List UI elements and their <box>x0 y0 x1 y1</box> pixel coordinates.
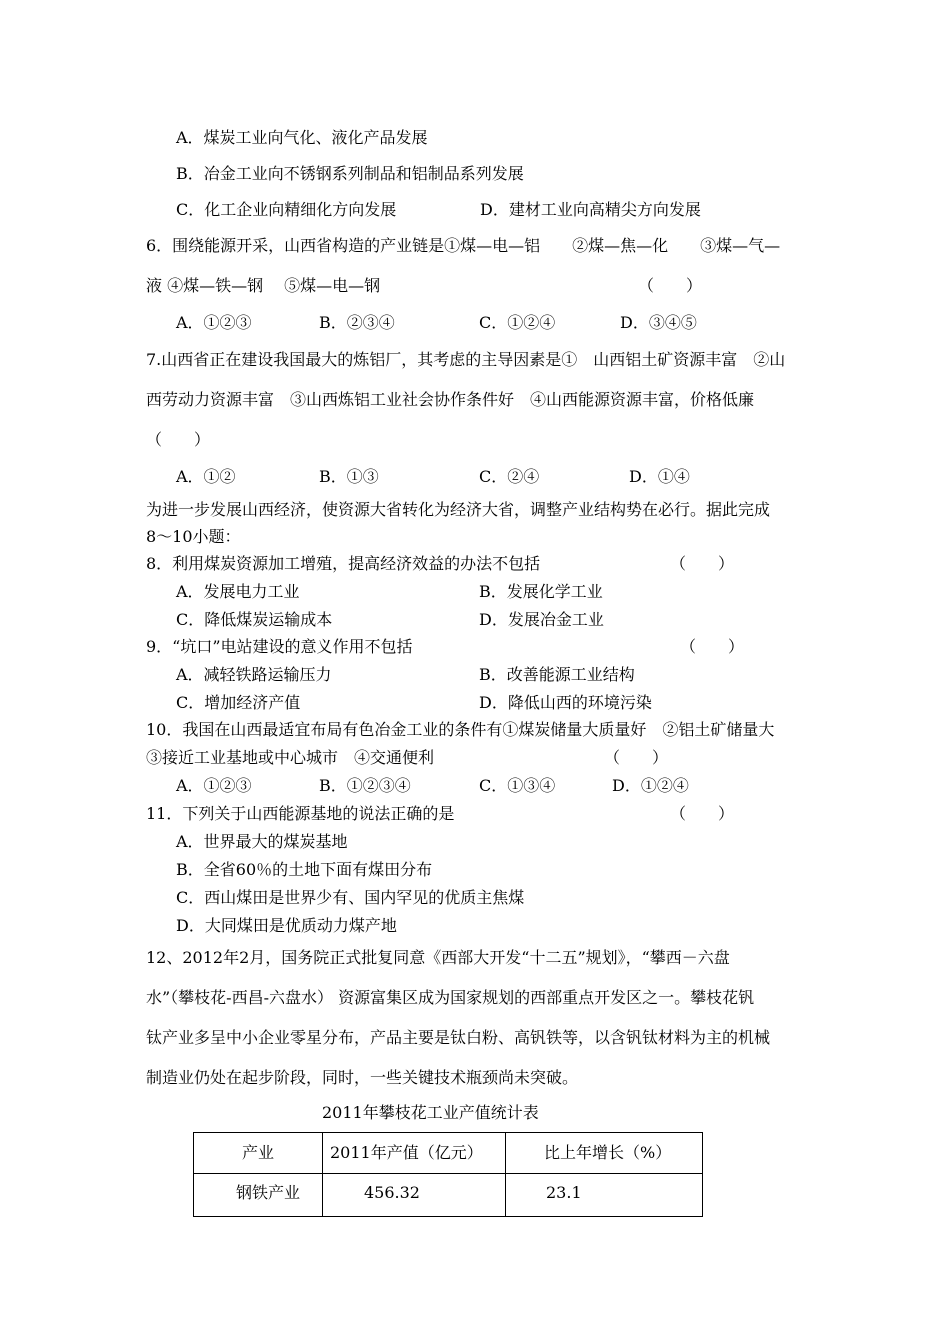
q10-answer-paren: （ ） <box>604 748 669 767</box>
table-header-cell: 产业 <box>242 1143 275 1162</box>
q7-option-a: A．①② <box>176 467 236 486</box>
q8-option-c: C．降低煤炭运输成本 <box>176 610 333 629</box>
q8-stem: 8．利用煤炭资源加工增殖，提高经济效益的办法不包括 <box>146 554 541 573</box>
q10-option-b: B．①②③④ <box>319 776 411 795</box>
q10-option-a: A．①②③ <box>176 776 252 795</box>
q7-option-b: B．①③ <box>319 467 379 486</box>
q6-stem-line2: 液 ④煤—铁—钢 ⑤煤—电—钢 <box>146 276 381 295</box>
q9-stem: 9．“坑口”电站建设的意义作用不包括 <box>146 637 413 656</box>
q12-line4: 制造业仍处在起步阶段，同时，一些关键技术瓶颈尚未突破。 <box>146 1068 579 1087</box>
output-value-table <box>193 1132 703 1217</box>
table-header-cell: 2011年产值（亿元） <box>330 1143 483 1162</box>
table-caption: 2011年攀枝花工业产值统计表 <box>322 1103 539 1122</box>
table-cell: 23.1 <box>546 1183 582 1202</box>
q6-option-b: B．②③④ <box>319 313 395 332</box>
q11-answer-paren: （ ） <box>670 804 735 823</box>
q10-stem-line1: 10．我国在山西最适宜布局有色冶金工业的条件有①煤炭储量大质量好 ②铝土矿储量大 <box>146 720 775 739</box>
table-column-divider <box>505 1133 506 1216</box>
q6-stem-line1: 6．围绕能源开采，山西省构造的产业链是①煤—电—铝 ②煤—焦—化 ③煤—气— <box>146 236 781 255</box>
q7-stem-line2: 西劳动力资源丰富 ③山西炼铝工业社会协作条件好 ④山西能源资源丰富，价格低廉 <box>146 390 755 409</box>
q10-stem-line2: ③接近工业基地或中心城市 ④交通便利 <box>146 748 435 767</box>
q10-option-d: D．①②④ <box>612 776 689 795</box>
q6-option-a: A．①②③ <box>176 313 252 332</box>
q8-option-b: B．发展化学工业 <box>479 582 603 601</box>
table-row-divider <box>194 1173 702 1174</box>
q9-option-b: B．改善能源工业结构 <box>479 665 635 684</box>
q11-option-a: A．世界最大的煤炭基地 <box>176 832 348 851</box>
table-cell: 钢铁产业 <box>236 1183 301 1202</box>
q5-option-d: D．建材工业向高精尖方向发展 <box>480 200 701 219</box>
q6-option-d: D．③④⑤ <box>620 313 697 332</box>
q11-option-d: D．大同煤田是优质动力煤产地 <box>176 916 397 935</box>
q12-line1: 12、2012年2月，国务院正式批复同意《西部大开发“十二五”规划》，“攀西－六盘 <box>146 948 730 967</box>
intro-line1: 为进一步发展山西经济，使资源大省转化为经济大省，调整产业结构势在必行。据此完成 <box>146 500 771 519</box>
q10-option-c: C．①③④ <box>479 776 556 795</box>
q12-line3: 钛产业多呈中小企业零星分布，产品主要是钛白粉、高钒铁等，以含钒钛材料为主的机械 <box>146 1028 771 1047</box>
q7-stem-line1: 7.山西省正在建设我国最大的炼铝厂，其考虑的主导因素是① 山西铝土矿资源丰富 ②山 <box>146 350 786 369</box>
q11-option-b: B．全省60％的土地下面有煤田分布 <box>176 860 433 879</box>
q5-option-b: B．冶金工业向不锈钢系列制品和铝制品系列发展 <box>176 164 524 183</box>
q7-option-d: D．①④ <box>629 467 690 486</box>
table-column-divider <box>322 1133 323 1216</box>
q9-answer-paren: （ ） <box>680 637 745 656</box>
q12-line2: 水”（攀枝花-西昌-六盘水） 资源富集区成为国家规划的西部重点开发区之一。攀枝花钒 <box>146 988 755 1007</box>
q9-option-c: C．增加经济产值 <box>176 693 301 712</box>
q7-option-c: C．②④ <box>479 467 540 486</box>
q6-option-c: C．①②④ <box>479 313 556 332</box>
q7-answer-paren: （ ） <box>146 430 211 449</box>
q8-answer-paren: （ ） <box>670 554 735 573</box>
table-cell: 456.32 <box>364 1183 420 1202</box>
q9-option-d: D．降低山西的环境污染 <box>479 693 652 712</box>
q11-option-c: C．西山煤田是世界少有、国内罕见的优质主焦煤 <box>176 888 525 907</box>
intro-line2: 8～10小题： <box>146 527 241 546</box>
q8-option-d: D．发展冶金工业 <box>479 610 604 629</box>
q8-option-a: A．发展电力工业 <box>176 582 300 601</box>
table-header-cell: 比上年增长（%） <box>544 1143 672 1162</box>
q6-answer-paren: （ ） <box>638 276 703 295</box>
q9-option-a: A．减轻铁路运输压力 <box>176 665 332 684</box>
q5-option-c: C．化工企业向精细化方向发展 <box>176 200 397 219</box>
q11-stem: 11．下列关于山西能源基地的说法正确的是 <box>146 804 455 823</box>
q5-option-a: A．煤炭工业向气化、液化产品发展 <box>176 128 428 147</box>
